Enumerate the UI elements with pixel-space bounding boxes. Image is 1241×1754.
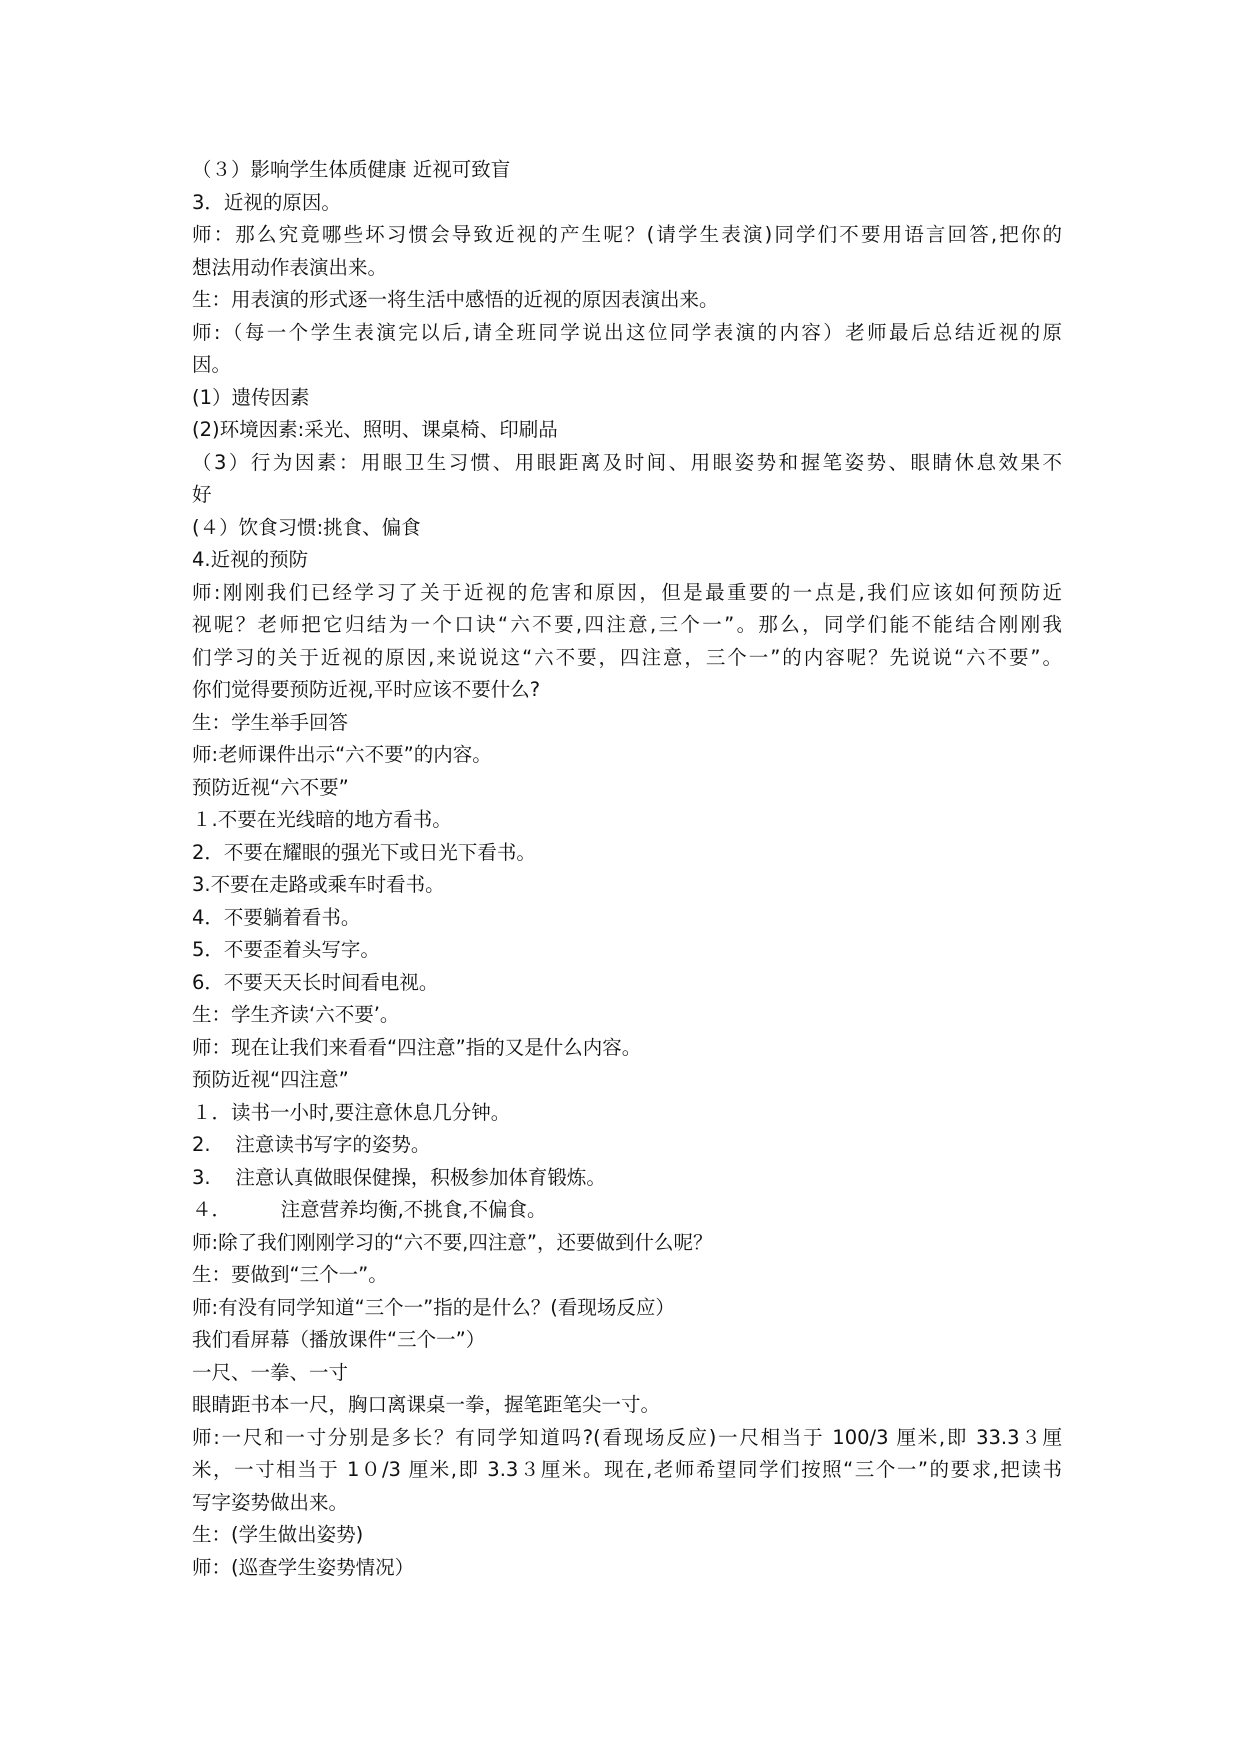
text-line: 生：要做到“三个一”。 — [192, 1263, 388, 1286]
list-item: １.不要在光线暗的地方看书。 — [192, 808, 452, 831]
text-line: 生：用表演的形式逐一将生活中感悟的近视的原因表演出来。 — [192, 288, 719, 311]
text-line: 眼睛距书本一尺，胸口离课桌一拳，握笔距笔尖一寸。 — [192, 1393, 661, 1416]
text-line: 好 — [192, 483, 212, 506]
text-line: 师:除了我们刚刚学习的“六不要,四注意”，还要做到什么呢？ — [192, 1230, 713, 1254]
text-line: 师：那么究竟哪些坏习惯会导致近视的产生呢？(请学生表演)同学们不要用语言回答,把你的 — [192, 223, 1062, 246]
list-item: 5．不要歪着头写字。 — [192, 938, 380, 961]
list-item: 2. 注意读书写字的姿势。 — [192, 1133, 431, 1156]
text-line: 想法用动作表演出来。 — [192, 255, 388, 279]
text-line: 生：学生举手回答 — [192, 710, 349, 734]
text-line: 师:刚刚我们已经学习了关于近视的危害和原因，但是最重要的一点是,我们应该如何预防近 — [192, 580, 1062, 604]
text-line: 师:老师课件出示“六不要”的内容。 — [192, 743, 492, 766]
list-item: (2)环境因素:采光、照明、课桌椅、印刷品 — [192, 418, 558, 441]
subheading: 预防近视“六不要” — [192, 775, 349, 799]
list-item: 6．不要天天长时间看电视。 — [192, 970, 439, 994]
text-line: 们学习的关于近视的原因,来说说这“六不要，四注意，三个一”的内容呢？先说说“六不要”。 — [192, 645, 1062, 669]
text-line: 师:有没有同学知道“三个一”指的是什么？(看现场反应） — [192, 1295, 675, 1319]
subheading: 预防近视“四注意” — [192, 1068, 349, 1091]
list-item: 2．不要在耀眼的强光下或日光下看书。 — [192, 840, 536, 864]
text-line: 师:一尺和一寸分别是多长？有同学知道吗?(看现场反应)一尺相当于 100/3 厘米,即 33.3３厘 — [192, 1425, 1062, 1449]
list-item: 4．不要躺着看书。 — [192, 905, 361, 929]
list-item: （3）行为因素：用眼卫生习惯、用眼距离及时间、用眼姿势和握笔姿势、眼睛休息效果不 — [192, 450, 1062, 474]
list-item: ４． 注意营养均衡,不挑食,不偏食。 — [192, 1198, 547, 1221]
text-line: 生：学生齐读‘六不要’。 — [192, 1003, 400, 1026]
text-line: （３）影响学生体质健康 近视可致盲 — [192, 158, 511, 181]
text-line: 我们看屏幕（播放课件“三个一”） — [192, 1328, 486, 1351]
list-item: (４）饮食习惯:挑食、偏食 — [192, 515, 421, 539]
text-line: 师：(巡查学生姿势情况） — [192, 1555, 415, 1579]
text-line: 师:（每一个学生表演完以后,请全班同学说出这位同学表演的内容）老师最后总结近视的原 — [192, 320, 1062, 344]
document-body — [192, 154, 1062, 1584]
text-line: 因。 — [192, 353, 232, 376]
list-item: 3. 注意认真做眼保健操，积极参加体育锻炼。 — [192, 1165, 606, 1189]
section-heading: 3．近视的原因。 — [192, 190, 341, 214]
list-item: １．读书一小时,要注意休息几分钟。 — [192, 1100, 511, 1124]
text-line: 你们觉得要预防近视,平时应该不要什么? — [192, 678, 541, 701]
text-line: 生：(学生做出姿势) — [192, 1523, 364, 1546]
list-item: 3.不要在走路或乘车时看书。 — [192, 873, 445, 896]
text-line: 一尺、一拳、一寸 — [192, 1360, 349, 1384]
text-line: 师：现在让我们来看看“四注意”指的又是什么内容。 — [192, 1035, 642, 1059]
section-heading: 4.近视的预防 — [192, 548, 309, 571]
list-item: (1）遗传因素 — [192, 385, 310, 409]
text-line: 米，一寸相当于 1０/3 厘米,即 3.3３厘米。现在,老师希望同学们按照“三个一”的要求,把读书 — [192, 1458, 1062, 1481]
text-line: 视呢？老师把它归结为一个口诀“六不要,四注意,三个一”。那么，同学们能不能结合刚刚我 — [192, 613, 1062, 636]
text-line: 写字姿势做出来。 — [192, 1490, 349, 1514]
